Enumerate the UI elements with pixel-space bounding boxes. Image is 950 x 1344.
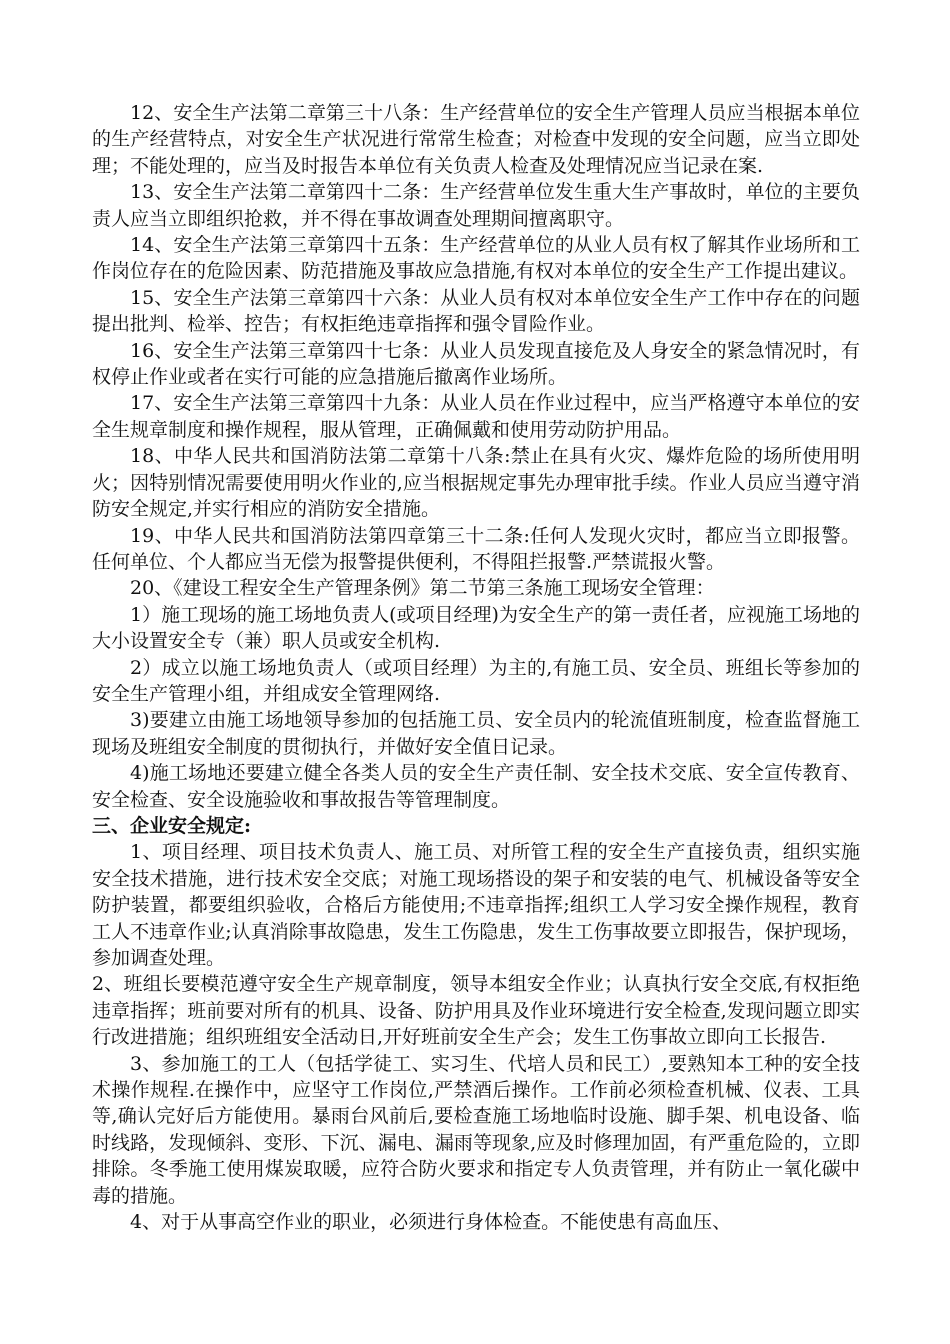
paragraph-article-12: 12、安全生产法第二章第三十八条：生产经营单位的安全生产管理人员应当根据本单位的生产经营特点，对安全生产状况进行常常生检查；对检查中发现的安全问题，应当立即处理；不能处理的，应当及时报告本单位有关负责人检查及处理情况应当记录在案.: [92, 102, 860, 177]
paragraph-subitem-3: 3)要建立由施工场地领导参加的包括施工员、安全员内的轮流值班制度，检查监督施工现场及班组安全制度的贯彻执行，并做好安全值日记录。: [92, 709, 860, 758]
paragraph-rule-2: 2、班组长要模范遵守安全生产规章制度，领导本组安全作业；认真执行安全交底,有权拒绝违章指挥；班前要对所有的机具、设备、防护用具及作业环境进行安全检查,发现问题立即实行改进措施；组织班组安全活动日,开好班前安全生产会；发生工伤事故立即向工长报告.: [92, 973, 860, 1049]
paragraph-article-14: 14、安全生产法第三章第四十五条：生产经营单位的从业人员有权了解其作业场所和工作岗位存在的危险因素、防范措施及事故应急措施,有权对本单位的安全生产工作提出建议。: [92, 234, 860, 283]
paragraph-article-17: 17、安全生产法第三章第四十九条：从业人员在作业过程中，应当严格遵守本单位的安全生规章制度和操作规程，服从管理，正确佩戴和使用劳动防护用品。: [92, 392, 860, 441]
paragraph-article-20: 20、《建设工程安全生产管理条例》第二节第三条施工现场安全管理：: [130, 577, 715, 600]
document-page: [92, 100, 860, 1235]
paragraph-subitem-2: 2）成立以施工场地负责人（或项目经理）为主的,有施工员、安全员、班组长等参加的安全生产管理小组，并组成安全管理网络.: [92, 656, 860, 705]
paragraph-subitem-4: 4)施工场地还要建立健全各类人员的安全生产责任制、安全技术交底、安全宣传教育、安全检查、安全设施验收和事故报告等管理制度。: [92, 762, 860, 811]
paragraph-article-19: 19、中华人民共和国消防法第四章第三十二条:任何人发现火灾时，都应当立即报警。任何单位、个人都应当无偿为报警提供便利，不得阻拦报警.严禁谎报火警。: [92, 524, 860, 573]
paragraph-article-16: 16、安全生产法第三章第四十七条：从业人员发现直接危及人身安全的紧急情况时，有权停止作业或者在实行可能的应急措施后撤离作业场所。: [92, 339, 860, 389]
paragraph-rule-4: 4、对于从事高空作业的职业，必须进行身体检查。不能使患有高血压、: [130, 1211, 732, 1234]
paragraph-article-15: 15、安全生产法第三章第四十六条：从业人员有权对本单位安全生产工作中存在的问题提出批判、检举、控告；有权拒绝违章指挥和强令冒险作业。: [92, 286, 860, 336]
section-heading: 三、企业安全规定:: [92, 814, 252, 837]
paragraph-rule-1: 1、项目经理、项目技术负责人、施工员、对所管工程的安全生产直接负责，组织实施安全技术措施，进行技术安全交底；对施工现场搭设的架子和安装的电气、机械设备等安全防护装置，都要组织验收，合格后方能使用;不违章指挥;组织工人学习安全操作规程，教育工人不违章作业;认真消除事故隐患，发生工伤隐患，发生工伤事故要立即报告，保护现场，参加调查处理。: [92, 841, 860, 969]
paragraph-subitem-1: 1）施工现场的施工场地负责人(或项目经理)为安全生产的第一责任者，应视施工场地的大小设置安全专（兼）职人员或安全机构.: [92, 603, 860, 653]
paragraph-article-18: 18、中华人民共和国消防法第二章第十八条:禁止在具有火灾、爆炸危险的场所使用明火；因特别情况需要使用明火作业的,应当根据规定事先办理审批手续。作业人员应当遵守消防安全规定,并实行相应的消防安全措施。: [92, 445, 860, 521]
paragraph-rule-3: 3、参加施工的工人（包括学徒工、实习生、代培人员和民工）,要熟知本工种的安全技术操作规程.在操作中，应坚守工作岗位,严禁酒后操作。工作前必须检查机械、仪表、工具等,确认完好后方能使用。暴雨台风前后,要检查施工场地临时设施、脚手架、机电设备、临时线路，发现倾斜、变形、下沉、漏电、漏雨等现象,应及时修理加固，有严重危险的，立即排除。冬季施工使用煤炭取暖，应符合防火要求和指定专人负责管理，并有防止一氧化碳中毒的措施。: [92, 1052, 860, 1207]
paragraph-article-13: 13、安全生产法第二章第四十二条：生产经营单位发生重大生产事故时，单位的主要负责人应当立即组织抢救，并不得在事故调查处理期间擅离职守。: [92, 181, 860, 230]
